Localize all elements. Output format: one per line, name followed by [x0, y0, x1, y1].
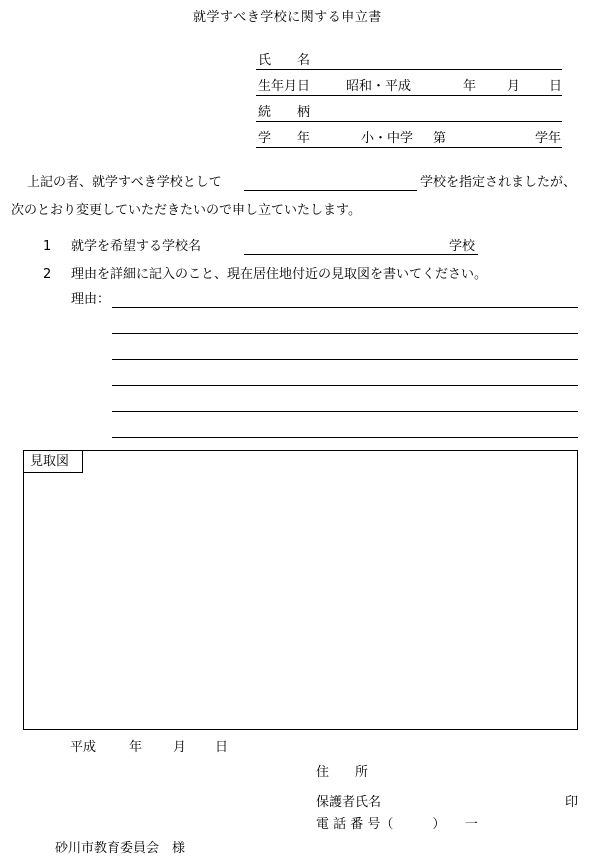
item1-suffix: 学校 — [449, 239, 476, 254]
desired-school-blank[interactable] — [244, 254, 478, 255]
body-line1-post: 学校を指定されましたが、 — [420, 175, 577, 190]
grade-label: 学 年 — [258, 131, 311, 146]
name-underline — [256, 69, 562, 70]
reason-line[interactable] — [112, 307, 578, 308]
body-line2: 次のとおり変更していただきたいので申し立ていたします。 — [11, 203, 361, 218]
address-label: 住 所 — [316, 765, 369, 780]
dob-era: 昭和・平成 — [346, 79, 412, 94]
date-day: 日 — [215, 740, 229, 755]
date-year: 年 — [129, 740, 143, 755]
seal-mark: 印 — [565, 795, 579, 810]
reason-line[interactable] — [112, 333, 578, 334]
dob-month: 月 — [507, 79, 521, 94]
reason-line[interactable] — [112, 411, 578, 412]
map-box[interactable] — [23, 450, 578, 730]
item2-number: 2 — [43, 267, 52, 282]
reason-line[interactable] — [112, 359, 578, 360]
dob-day: 日 — [549, 79, 563, 94]
dob-label: 生年月日 — [258, 79, 311, 94]
reason-line[interactable] — [112, 437, 578, 438]
document-title: 就学すべき学校に関する申立書 — [193, 10, 382, 25]
body-line1-pre: 上記の者、就学すべき学校として — [27, 175, 222, 190]
recipient: 砂川市教育委員会 様 — [55, 841, 186, 856]
guardian-name-label: 保護者氏名 — [316, 795, 382, 810]
date-month: 月 — [173, 740, 187, 755]
reason-line[interactable] — [112, 385, 578, 386]
item2-text: 理由を詳細に記入のこと、現在居住地付近の見取図を書いてください。 — [71, 267, 488, 282]
map-label: 見取図 — [30, 454, 70, 469]
dob-year: 年 — [463, 79, 477, 94]
reason-label: 理由： — [71, 292, 111, 307]
item1-text: 就学を希望する学校名 — [71, 239, 202, 254]
relation-label: 続 柄 — [258, 105, 311, 120]
grade-school: 小・中学 — [361, 131, 414, 146]
dob-underline — [256, 95, 562, 96]
relation-underline — [256, 121, 562, 122]
designated-school-blank[interactable] — [244, 190, 417, 191]
grade-suffix: 学年 — [535, 131, 562, 146]
item1-number: 1 — [43, 239, 52, 254]
date-era: 平成 — [70, 740, 97, 755]
name-label: 氏 名 — [258, 53, 311, 68]
grade-underline — [256, 147, 562, 148]
grade-dai: 第 — [433, 131, 447, 146]
phone-label: 電 話 番 号（ ） 一 — [316, 817, 478, 832]
